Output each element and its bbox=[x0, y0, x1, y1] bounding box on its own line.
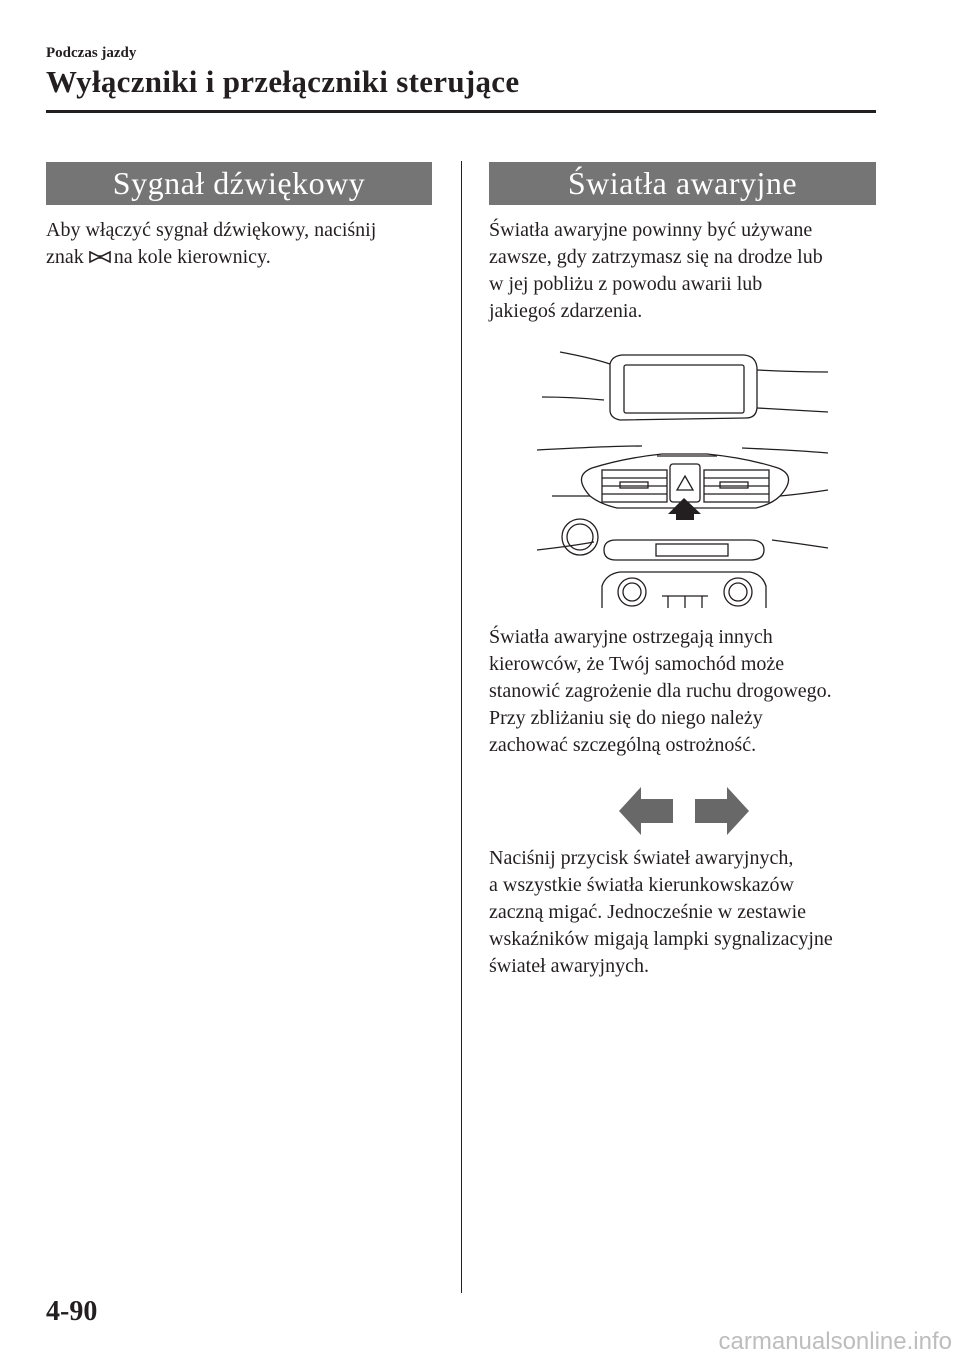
right-arrow-icon bbox=[695, 787, 749, 835]
section-label: Podczas jazdy bbox=[46, 45, 137, 61]
text-line: zaczną migać. Jednocześnie w zestawie bbox=[489, 901, 807, 923]
text-line: świateł awaryjnych. bbox=[489, 955, 649, 977]
text-line: Przy zbliżaniu się do niego należy bbox=[489, 707, 763, 729]
horn-instructions bbox=[46, 217, 446, 272]
horn-text-a: znak bbox=[46, 246, 84, 268]
text-line: zawsze, gdy zatrzymasz się na drodze lub bbox=[489, 246, 823, 268]
dashboard-hazard-switch-illustration bbox=[532, 350, 832, 612]
hazard-para-2 bbox=[489, 624, 879, 759]
text-line: Światła awaryjne powinny być używane bbox=[489, 219, 813, 241]
horn-section-heading: Sygnał dźwiękowy bbox=[46, 162, 432, 205]
chapter-title: Wyłączniki i przełączniki sterujące bbox=[46, 64, 520, 99]
hazard-section-heading: Światła awaryjne bbox=[489, 162, 876, 205]
horn-icon bbox=[88, 245, 112, 272]
watermark: carmanualsonline.info bbox=[718, 1328, 952, 1355]
text-line: wskaźników migają lampki sygnalizacyjne bbox=[489, 928, 833, 950]
text-line: Naciśnij przycisk świateł awaryjnych, bbox=[489, 847, 794, 869]
turn-indicator-icons bbox=[617, 785, 751, 837]
text-line: Światła awaryjne ostrzegają innych bbox=[489, 626, 773, 648]
horn-text-b: na kole kierownicy. bbox=[113, 246, 271, 268]
text-line: jakiegoś zdarzenia. bbox=[489, 300, 643, 322]
text-line: w jej pobliżu z powodu awarii lub bbox=[489, 273, 763, 295]
title-rule bbox=[46, 110, 876, 113]
column-divider bbox=[461, 161, 462, 1293]
page-number: 4-90 bbox=[46, 1296, 98, 1327]
text-line: a wszystkie światła kierunkowskazów bbox=[489, 874, 794, 896]
left-arrow-icon bbox=[619, 787, 673, 835]
text-line: zachować szczególną ostrożność. bbox=[489, 734, 757, 756]
horn-text-line bbox=[46, 244, 446, 272]
text-line: stanowić zagrożenie dla ruchu drogowego. bbox=[489, 680, 832, 702]
horn-text-line: Aby włączyć sygnał dźwiękowy, naciśnij bbox=[46, 219, 377, 241]
hazard-para-1 bbox=[489, 217, 879, 325]
hazard-para-3 bbox=[489, 845, 879, 980]
text-line: kierowców, że Twój samochód może bbox=[489, 653, 785, 675]
